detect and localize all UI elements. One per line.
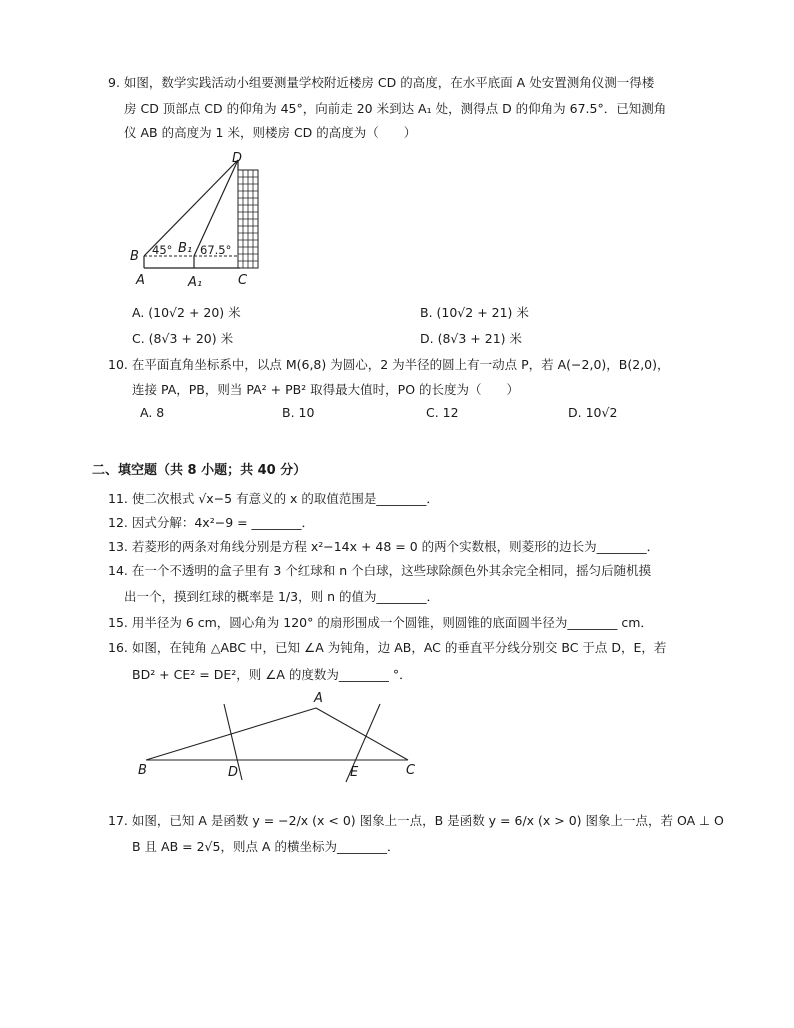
q9-line-1: 9. 如图，数学实践活动小组要测量学校附近楼房 CD 的高度，在水平底面 A 处安置测角仪测一得楼 bbox=[108, 75, 655, 90]
label-d: D bbox=[232, 151, 243, 166]
label-d: D bbox=[228, 765, 239, 780]
label-e: E bbox=[350, 765, 359, 780]
q9-option-a: A. (10√2 + 20) 米 bbox=[132, 305, 241, 320]
q9-line-3: 仪 AB 的高度为 1 米，则楼房 CD 的高度为（ ） bbox=[124, 125, 417, 140]
q16-figure bbox=[134, 692, 434, 788]
q17-line-1: 17. 如图，已知 A 是函数 y = −2/x (x < 0) 图象上一点，B 是函数 y = 6/x (x > 0) 图象上一点，若 OA ⊥ O bbox=[108, 813, 724, 828]
q10-option-d: D. 10√2 bbox=[568, 405, 618, 420]
sight-line-b1 bbox=[194, 160, 238, 256]
angle-label-45: 45° bbox=[152, 243, 173, 257]
q10-line-1: 10. 在平面直角坐标系中，以点 M(6,8) 为圆心，2 为半径的圆上有一动点 P，若 A(−2,0)，B(2,0)， bbox=[108, 357, 670, 372]
label-c: C bbox=[406, 763, 416, 778]
label-b1: B₁ bbox=[178, 241, 193, 256]
q9-line-2: 房 CD 顶部点 CD 的仰角为 45°，向前走 20 米到达 A₁ 处，测得点 D 的仰角为 67.5°．已知测角 bbox=[124, 101, 667, 116]
q9-option-b: B. (10√2 + 21) 米 bbox=[420, 305, 529, 320]
q17-line-2: B 且 AB = 2√5，则点 A 的横坐标为________． bbox=[132, 839, 400, 854]
q9-option-d: D. (8√3 + 21) 米 bbox=[420, 331, 522, 346]
q14-line-2: 出一个，摸到红球的概率是 1/3，则 n 的值为________． bbox=[124, 589, 439, 604]
q16-line-2: BD² + CE² = DE²，则 ∠A 的度数为________ °． bbox=[132, 667, 412, 682]
side-ac bbox=[316, 708, 408, 760]
q10-line-2: 连接 PA，PB，则当 PA² + PB² 取得最大值时，PO 的长度为（ ） bbox=[132, 382, 520, 397]
q15: 15. 用半径为 6 cm，圆心角为 120° 的扇形围成一个圆锥，则圆锥的底面圆半径为________ cm． bbox=[108, 615, 653, 630]
q10-option-b: B. 10 bbox=[282, 405, 315, 420]
q9-figure bbox=[124, 148, 284, 288]
q10-option-c: C. 12 bbox=[426, 405, 459, 420]
q14-line-1: 14. 在一个不透明的盒子里有 3 个红球和 n 个白球，这些球除颜色外其余完全相同，摇匀后随机摸 bbox=[108, 563, 652, 578]
label-a1: A₁ bbox=[188, 275, 203, 288]
label-c: C bbox=[238, 273, 248, 288]
q11: 11. 使二次根式 √x−5 有意义的 x 的取值范围是________． bbox=[108, 491, 439, 506]
q10-option-a: A. 8 bbox=[140, 405, 165, 420]
angle-label-67-5: 67.5° bbox=[200, 243, 232, 257]
section-2-title: 二、填空题（共 8 小题；共 40 分） bbox=[92, 463, 307, 478]
q16-line-1: 16. 如图，在钝角 △ABC 中，已知 ∠A 为钝角，边 AB，AC 的垂直平分线分别交 BC 于点 D，E，若 bbox=[108, 640, 667, 655]
label-b: B bbox=[138, 763, 147, 778]
label-a: A bbox=[314, 692, 323, 706]
q13: 13. 若菱形的两条对角线分别是方程 x²−14x + 48 = 0 的两个实数根，则菱形的边长为________． bbox=[108, 539, 660, 554]
q9-option-c: C. (8√3 + 20) 米 bbox=[132, 331, 234, 346]
label-b: B bbox=[130, 249, 139, 264]
label-a: A bbox=[136, 273, 145, 288]
q12: 12. 因式分解：4x²−9 = ________． bbox=[108, 515, 315, 530]
